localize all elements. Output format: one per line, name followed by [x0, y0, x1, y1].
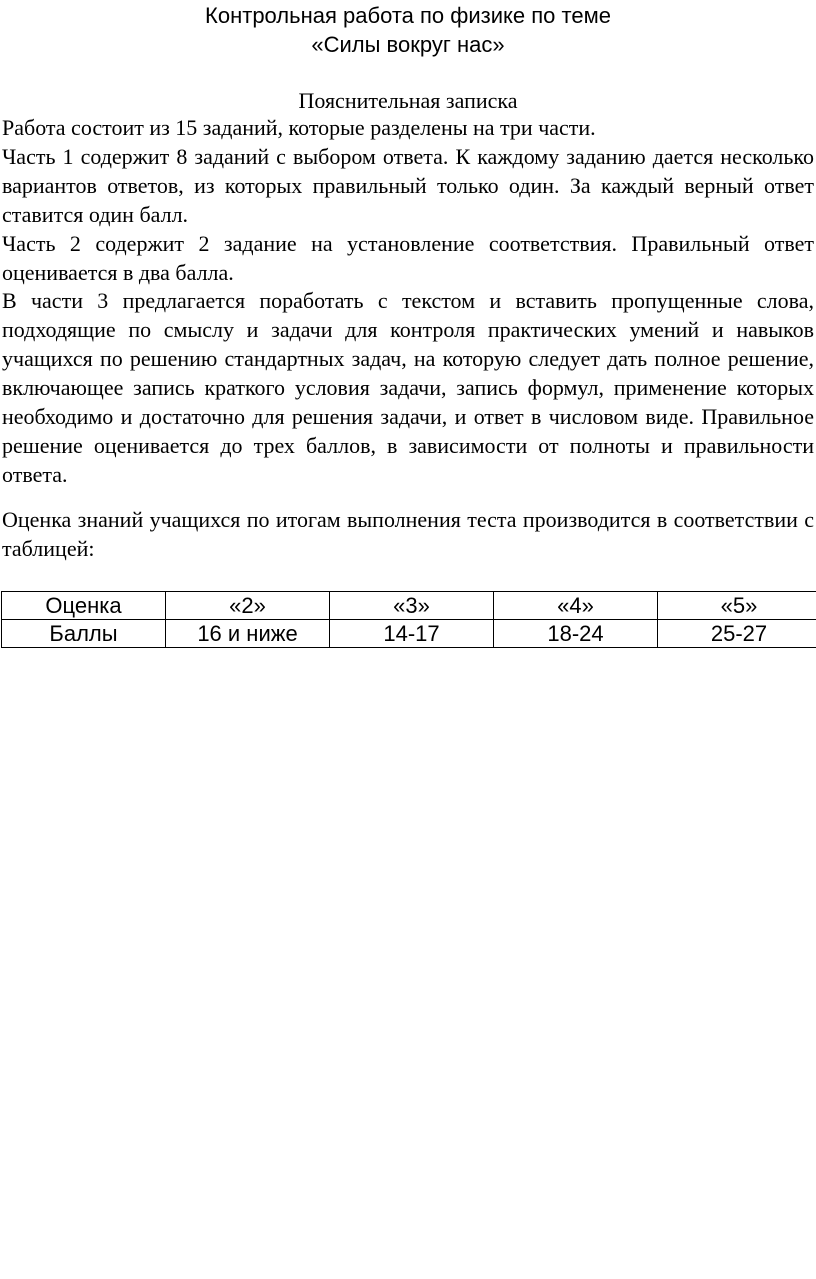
table-cell: Оценка	[2, 592, 166, 620]
table-cell: «2»	[166, 592, 330, 620]
table-header-row	[2, 592, 816, 620]
document-title-line-2: «Силы вокруг нас»	[311, 32, 505, 57]
paragraph-part-2: Часть 2 содержит 2 задание на установление соответствия. Правильный ответ оценивается в два балла.	[2, 230, 814, 285]
table-cell: 14-17	[330, 620, 494, 648]
table-cell: «4»	[494, 592, 658, 620]
table-cell: Баллы	[2, 620, 166, 648]
table-row	[2, 620, 816, 648]
explanatory-note-body	[2, 114, 814, 490]
table-cell: 18-24	[494, 620, 658, 648]
table-cell: «5»	[658, 592, 816, 620]
grading-table	[1, 591, 816, 648]
table-cell: «3»	[330, 592, 494, 620]
section-heading: Пояснительная записка	[298, 88, 518, 113]
assessment-paragraph	[2, 506, 814, 564]
paragraph-overview: Работа состоит из 15 заданий, которые разделены на три части.	[2, 115, 596, 140]
assessment-text: Оценка знаний учащихся по итогам выполнения теста производится в соответствии с таблицей:	[2, 507, 814, 561]
paragraph-part-3: В части 3 предлагается поработать с текстом и вставить пропущенные слова, подходящие по смыслу и задачи для контроля практических умений и навыков учащихся по решению стандартных задач, на которую следует дать полное решение, включающее запись краткого условия задачи, запись формул, применение которых необходимо и достаточно для решения задачи, и ответ в числовом виде. Правильное решение оценивается до трех баллов, в зависимости от полноты и правильности ответа.	[2, 288, 814, 487]
document-title-line-1: Контрольная работа по физике по теме	[205, 3, 611, 28]
paragraph-part-1: Часть 1 содержит 8 заданий с выбором ответа. К каждому заданию дается несколько вариантов ответов, из которых правильный только один. За каждый верный ответ ставится один балл.	[2, 143, 814, 227]
table-cell: 16 и ниже	[166, 620, 330, 648]
table-cell: 25-27	[658, 620, 816, 648]
